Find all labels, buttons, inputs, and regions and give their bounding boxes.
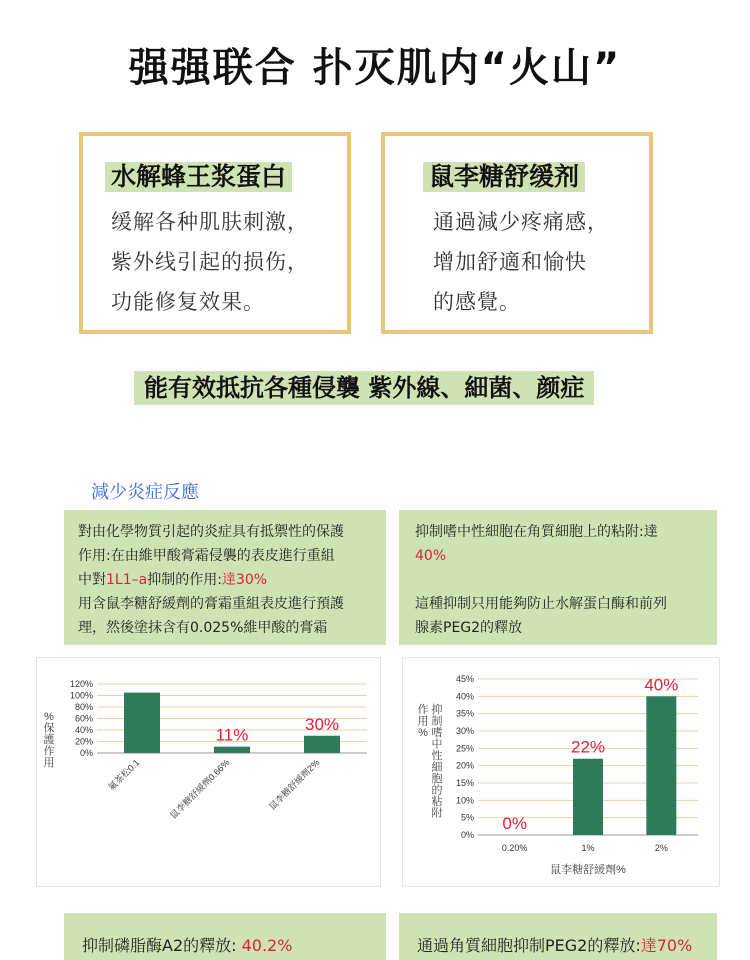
y-tick-label: 20%	[74, 736, 93, 747]
info-text: 通過角質細胞抑制PEG2的釋放:	[417, 936, 641, 955]
x-tick-label: 1%	[581, 843, 595, 853]
data-label: 40%	[644, 675, 679, 695]
card-line: 的感覺。	[433, 290, 521, 314]
bar	[304, 736, 340, 753]
card-rhamnose-soother	[381, 132, 653, 334]
y-axis-label: %	[418, 727, 428, 739]
info-line: 腺素PEG2的釋放	[415, 620, 523, 636]
x-tick-label: 鼠李糖舒緩劑0.66%	[168, 757, 232, 821]
bar	[124, 693, 160, 753]
section-title: 減少炎症反應	[91, 482, 199, 503]
info-box-phospholipase	[64, 913, 386, 960]
info-line: 理，然後塗抹含有0.025%維甲酸的膏霜	[78, 620, 328, 636]
info-box-peg2	[399, 913, 717, 960]
info-line: 用含鼠李糖舒緩劑的膏霜重組表皮進行預護	[78, 596, 344, 612]
y-tick-label: 30%	[455, 726, 474, 736]
highlight-value: 40%	[415, 548, 447, 564]
y-tick-label: 0%	[460, 830, 474, 840]
y-tick-label: 5%	[460, 812, 474, 823]
highlight-value: 40.2%	[241, 936, 293, 955]
y-tick-label: 35%	[455, 708, 474, 719]
info-box-protection	[64, 510, 386, 645]
info-line: 作用:在由維甲酸膏霜侵襲的表皮進行重組	[78, 548, 335, 564]
info-text: 中對	[78, 572, 106, 588]
highlight-banner: 能有效抵抗各種侵襲 紫外線、細菌、颜症	[134, 371, 594, 405]
y-axis-label: 胞	[431, 773, 443, 785]
card-line: 通過減少疼痛感，	[433, 210, 609, 234]
info-box-adhesion	[399, 510, 717, 645]
y-axis-label: 中	[431, 738, 443, 751]
y-axis-label: %	[44, 711, 54, 723]
y-axis-label: 的	[431, 784, 443, 797]
bar	[573, 759, 603, 835]
y-tick-label: 40%	[455, 691, 474, 702]
x-axis-label: 鼠李糖舒緩劑%	[550, 864, 626, 876]
chart-protection	[36, 657, 381, 887]
y-axis-label: 性	[431, 750, 443, 762]
y-tick-label: 120%	[69, 679, 93, 689]
info-text: 抑制磷脂酶A2的釋放:	[82, 936, 242, 955]
y-axis-label: 作	[417, 704, 429, 716]
info-line	[78, 568, 372, 592]
x-tick-label: 2%	[654, 843, 668, 853]
y-tick-label: 15%	[455, 778, 474, 788]
bar	[214, 747, 250, 753]
card-body	[433, 202, 665, 322]
y-tick-label: 40%	[74, 725, 93, 735]
card-line: 紫外线引起的损伤，	[111, 250, 309, 274]
highlight-value: 達30%	[221, 572, 268, 588]
card-heading: 水解蜂王浆蛋白	[105, 162, 292, 192]
page-title: 强强联合 扑灭肌内“火山”	[128, 45, 622, 91]
info-line: 對由化學物質引起的炎症具有抵禦性的保護	[78, 524, 344, 540]
y-axis-label: 附	[431, 807, 443, 820]
data-label: 11%	[215, 725, 249, 745]
info-line: 這種抑制只用能夠防止水解蛋白酶和前列	[415, 596, 667, 612]
y-tick-label: 10%	[455, 795, 474, 806]
y-axis-label: 制	[431, 715, 443, 728]
y-tick-label: 20%	[455, 760, 474, 771]
bar	[646, 696, 676, 835]
y-axis-label: 護	[43, 734, 55, 746]
y-axis-label: 保	[43, 722, 55, 735]
x-tick-label: 0.20%	[501, 843, 528, 853]
protection-bar-chart	[37, 658, 382, 888]
chart-adhesion	[402, 657, 720, 887]
data-label: 22%	[570, 737, 606, 757]
card-heading: 鼠李糖舒缓剂	[423, 162, 585, 192]
y-tick-label: 45%	[455, 674, 474, 684]
card-line: 缓解各种肌肤刺激，	[111, 210, 309, 234]
y-axis-label: 抑	[431, 704, 443, 716]
y-axis-label: 嗜	[431, 727, 443, 739]
y-axis-label: 用	[417, 715, 429, 728]
y-axis-label: 細	[431, 761, 443, 774]
y-tick-label: 25%	[455, 743, 474, 754]
info-text: 抑制的作用:	[147, 572, 222, 588]
card-body	[111, 202, 343, 322]
highlight-value: 達70%	[640, 936, 693, 955]
data-label: 30%	[304, 714, 340, 734]
spacer	[415, 568, 701, 592]
info-line: 抑制嗜中性細胞在角質細胞上的粘附:達	[415, 524, 658, 540]
adhesion-bar-chart	[403, 658, 721, 888]
y-axis-label: 用	[43, 757, 55, 769]
y-axis-label: 粘	[431, 796, 443, 808]
y-axis-label: 作	[43, 745, 55, 758]
highlight-value: 1L1–a	[106, 572, 148, 588]
y-tick-label: 100%	[69, 690, 93, 701]
y-tick-label: 60%	[74, 713, 93, 724]
card-line: 增加舒適和愉快	[433, 250, 587, 274]
x-tick-label: 氟茶松0.1	[106, 757, 142, 793]
y-tick-label: 0%	[79, 748, 93, 758]
card-royal-jelly-protein	[79, 132, 351, 334]
data-label: 0%	[502, 814, 527, 833]
x-tick-label: 鼠李糖舒緩劑2%	[266, 757, 322, 812]
y-tick-label: 80%	[74, 702, 93, 712]
card-line: 功能修复效果。	[111, 290, 265, 314]
